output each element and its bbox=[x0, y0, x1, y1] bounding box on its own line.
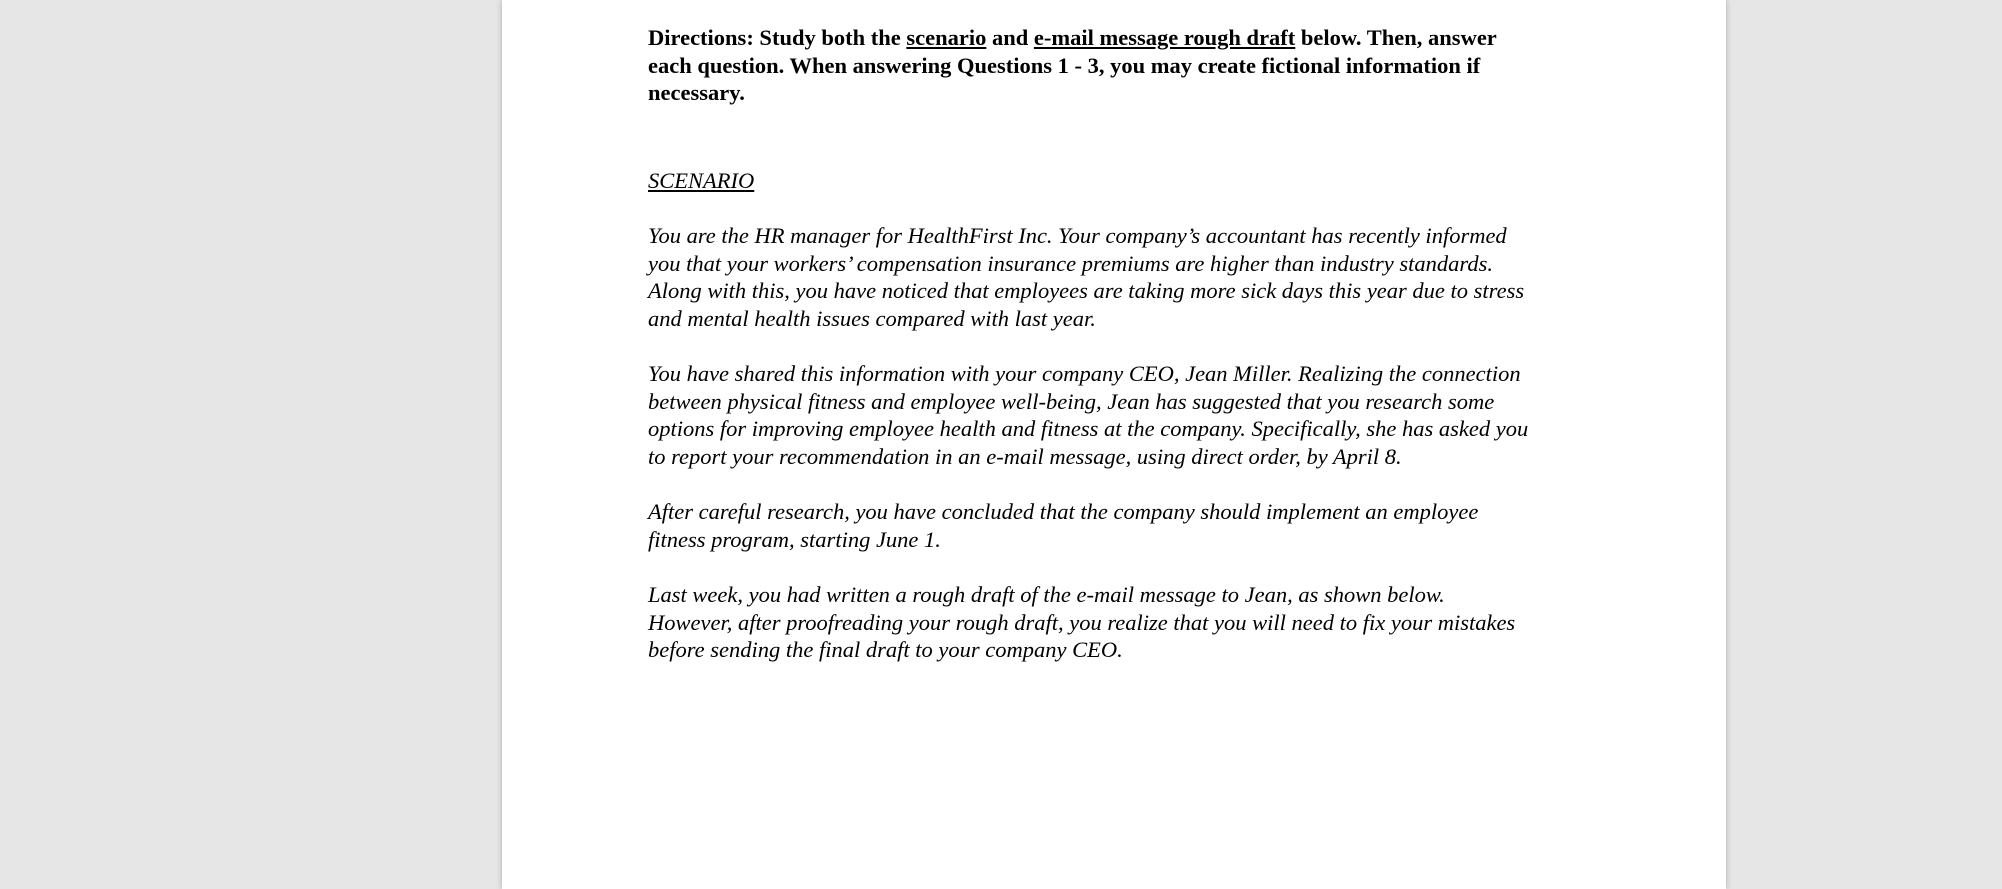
paragraph-line: However, after proofreading your rough draft, you realize that you will need to fix your mistakes bbox=[648, 609, 1516, 635]
paragraph-line: options for improving employee health and fitness at the company. Specifically, she has asked you bbox=[648, 416, 1529, 441]
directions-email-term: e-mail message rough draft bbox=[1033, 25, 1296, 50]
scenario-paragraph-1 bbox=[648, 222, 1608, 332]
directions-scenario-term: scenario bbox=[906, 25, 987, 50]
scenario-paragraph-3 bbox=[648, 498, 1608, 553]
paragraph-line: Last week, you had written a rough draft of the e-mail message to Jean, as shown below. bbox=[648, 582, 1445, 607]
scenario-paragraph-4 bbox=[648, 581, 1608, 664]
directions-and: and bbox=[986, 25, 1034, 50]
scenario-heading: SCENARIO bbox=[648, 167, 755, 193]
paragraph-line: fitness program, starting June 1. bbox=[648, 526, 941, 552]
page-content bbox=[648, 24, 1608, 664]
paragraph-line: between physical fitness and employee well-being, Jean has suggested that you research some bbox=[648, 388, 1495, 414]
paragraph-line: After careful research, you have concluded that the company should implement an employee bbox=[648, 499, 1479, 524]
paragraph-line: You are the HR manager for HealthFirst Inc. Your company’s accountant has recently informed bbox=[648, 223, 1507, 248]
paragraph-line: Along with this, you have noticed that employees are taking more sick days this year due to stress bbox=[648, 278, 1525, 303]
directions-line-1-end: below. Then, answer bbox=[1295, 25, 1497, 50]
paragraph-line: to report your recommendation in an e-mail message, using direct order, by April 8. bbox=[648, 443, 1402, 469]
directions-line-1 bbox=[648, 24, 1608, 52]
directions-line-3: necessary. bbox=[648, 80, 745, 105]
paragraph-line: you that your workers’ compensation insurance premiums are higher than industry standards. bbox=[648, 250, 1493, 276]
directions-line-2: each question. When answering Questions 1 - 3, you may create fictional information if bbox=[648, 52, 1481, 78]
paragraph-line: before sending the final draft to your company CEO. bbox=[648, 637, 1123, 662]
directions-text bbox=[648, 24, 1608, 107]
scenario-paragraph-2 bbox=[648, 360, 1608, 470]
paragraph-line: You have shared this information with your company CEO, Jean Miller. Realizing the connection bbox=[648, 361, 1521, 386]
document-page bbox=[502, 0, 1726, 889]
paragraph-line: and mental health issues compared with last year. bbox=[648, 305, 1096, 331]
directions-prefix: Directions: Study both the bbox=[648, 25, 907, 50]
